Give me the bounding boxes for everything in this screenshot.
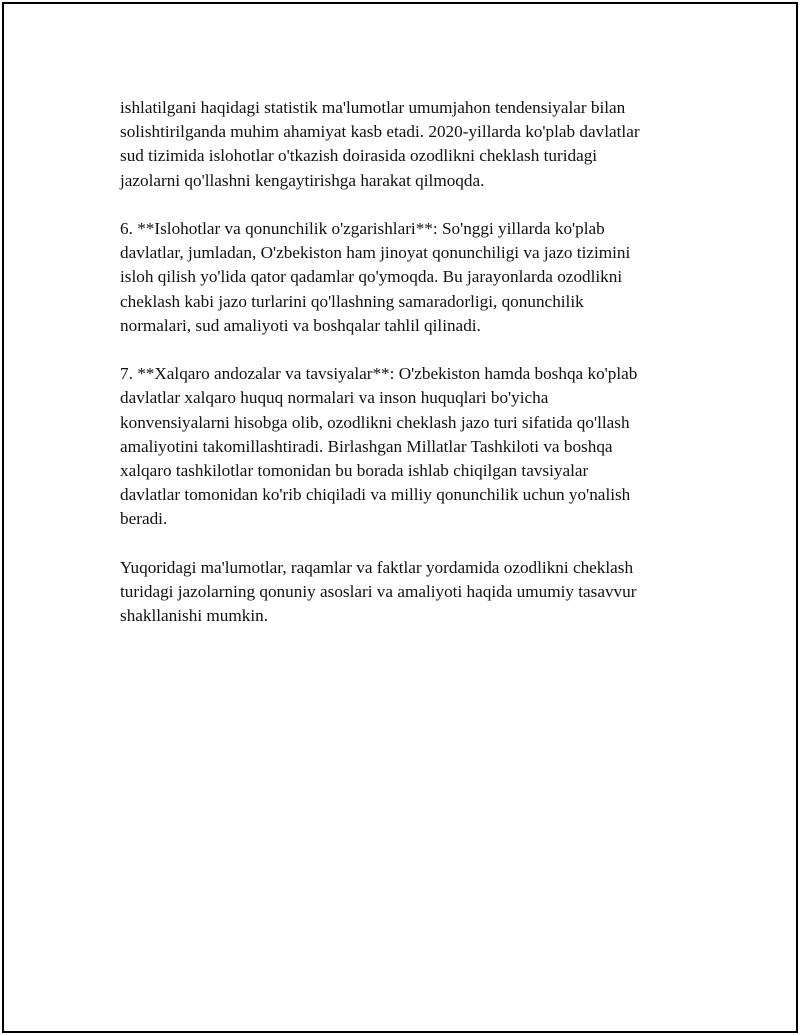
paragraph-conclusion: Yuqoridagi ma'lumotlar, raqamlar va faktlar yordamida ozodlikni cheklash turidagi jazolarning qonuniy asoslari va amaliyoti haqida umumiy tasavvur shakllanishi mumkin. xyxy=(120,557,637,626)
page-frame xyxy=(2,2,798,1033)
paragraph-international-standards: 7. **Xalqaro andozalar va tavsiyalar**: O'zbekiston hamda boshqa ko'plab davlatlar xalqaro huquq normalari va inson huquqlari bo'yicha konvensiyalarni hisobga olib, ozodlikni cheklash jazo turi sifatida qo'llash amaliyotini takomillashtiradi. Birlashgan Millatlar Tashkiloti va boshqa xalqaro tashkilotlar tomonidan bu borada ishlab chiqilgan tavsiyalar davlatlar tomonidan ko'rib chiqiladi va milliy qonunchilik uchun yo'nalish beradi. xyxy=(120,364,638,529)
paragraph-statistics-continuation: ishlatilgani haqidagi statistik ma'lumotlar umumjahon tendensiyalar bilan solishtirilganda muhim ahamiyat kasb etadi. 2020-yillarda ko'plab davlatlar sud tizimida islohotlar o'tkazish doirasida ozodlikni cheklash turidagi jazolarni qo'llashni kengaytirishga harakat qilmoqda. xyxy=(120,98,640,190)
paragraph-reforms-legislation: 6. **Islohotlar va qonunchilik o'zgarishlari**: So'nggi yillarda ko'plab davlatlar, jumladan, O'zbekiston ham jinoyat qonunchiligi va jazo tizimini isloh qilish yo'lida qator qadamlar qo'ymoqda. Bu jarayonlarda ozodlikni cheklash kabi jazo turlarini qo'llashning samaradorligi, qonunchilik normalari, sud amaliyoti va boshqalar tahlil qilinadi. xyxy=(120,219,631,335)
page-body-text xyxy=(120,96,680,628)
